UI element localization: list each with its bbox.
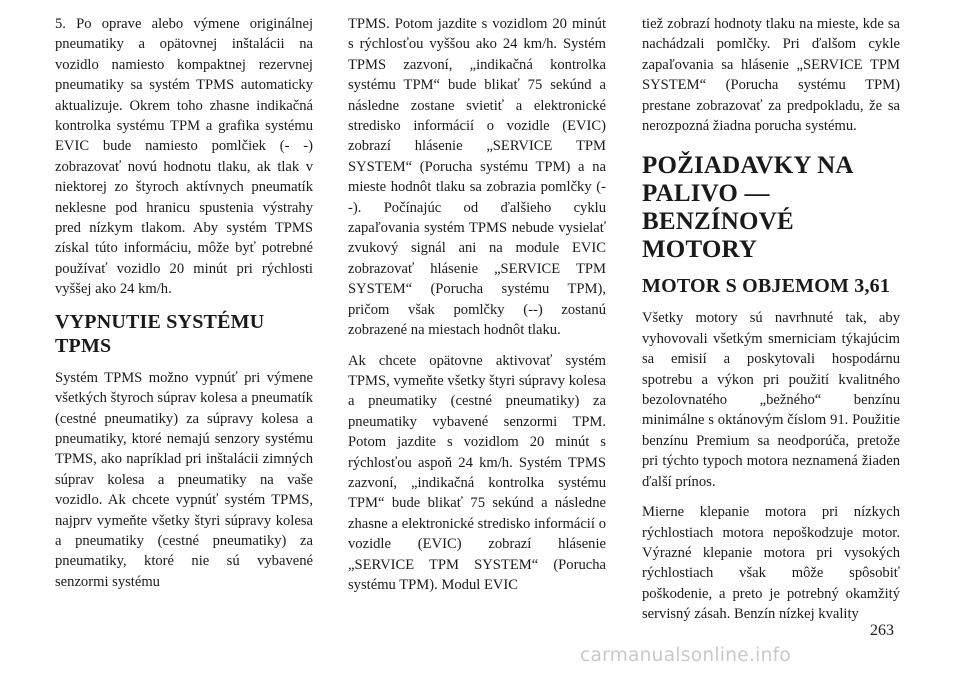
heading-engine-3-6: MOTOR S OBJEMOM 3,61 — [642, 275, 891, 298]
column-2 — [348, 14, 606, 605]
paragraph-tpms-disable: Systém TPMS možno vypnúť pri výmene všetkých štyroch súprav kolesa a pneumatík (cestné pneumatiky) za súpravy kolesa a pneumatiky, ktoré nemajú senzory systému TPMS, ako napríklad pri inštalácii zimných súprav kolesa a pneumatiky na vaše vozidlo. Ak chcete vypnúť systém TPMS, najprv vymeňte všetky štyri súpravy kolesa a pneumatiky (cestné pneumatiky) za pneumatiky, ktoré nie sú vybavené senzormi systému — [55, 369, 313, 590]
paragraph-engine-knock: Mierne klepanie motora pri nízkych rýchlostiach motora nepoškodzuje motor. Výrazné klepanie motora pri vysokých rýchlostiach však môže spôsobiť poškodenie, a preto je potrebný okamžitý servisný zásah. Benzín nízkej kvality — [642, 504, 900, 623]
column-3 — [642, 14, 900, 635]
page-number: 263 — [870, 622, 894, 639]
column-1 — [55, 14, 313, 602]
watermark-text: carmanualsonline.info — [580, 645, 792, 666]
paragraph-tpms-drive: TPMS. Potom jazdite s vozidlom 20 minút s rýchlosťou vyššou ako 24 km/h. Systém TPMS zazvoní, „indikačná kontrolka systému TPM“ bude blikať 75 sekúnd a následne zostane svietiť a elektronické stredisko informácií o vozidle (EVIC) zobrazí hlásenie „SERVICE TPM SYSTEM“ (Porucha systému TPM) a na mieste hodnôt tlaku sa zobrazia pomlčky (--). Počínajúc od ďalšieho cyklu zapaľovania systém TPMS nebude vysielať zvukový signál ani na module EVIC zobrazovať hlásenie „SERVICE TPM SYSTEM“ (Porucha systému TPM), pričom však pomlčky (--) zostanú zobrazené na miestach hodnôt tlaku. — [348, 16, 606, 339]
paragraph-tpms-pressure-display: tiež zobrazí hodnoty tlaku na mieste, kde sa nachádzali pomlčky. Pri ďalšom cykle zapaľovania sa hlásenie „SERVICE TPM SYSTEM“ (Porucha systému TPM) prestane zobrazovať za predpokladu, že sa nerozpozná žiadna porucha systému. — [642, 16, 900, 135]
paragraph-fuel-octane: Všetky motory sú navrhnuté tak, aby vyhovovali všetkým smerniciam týkajúcim sa emisií a poskytovali hospodárnu spotrebu a výkon pri použití kvalitného bezolovnatého „bežného“ benzínu minimálne s oktánovým číslom 91. Použitie benzínu Premium sa neodporúča, pretože pri týchto typoch motora neznamená žiaden ďalší prínos. — [642, 310, 900, 490]
heading-fuel-requirements: POŽIADAVKY NA PALIVO — BENZÍNOVÉ MOTORY — [642, 152, 853, 264]
paragraph-tpms-reactivate: Ak chcete opätovne aktivovať systém TPMS, vymeňte všetky štyri súpravy kolesa a pneumatiky (cestné pneumatiky) za pneumatiky vybavené senzormi TPM. Potom jazdite s vozidlom 20 minút s rýchlosťou aspoň 24 km/h. Systém TPMS zazvoní, „indikačná kontrolka systému TPM“ bude blikať 75 sekúnd a následne zhasne a elektronické stredisko informácií o vozidle (EVIC) zobrazí hlásenie „SERVICE TPM SYSTEM“ (Porucha systému TPM). Modul EVIC — [348, 352, 606, 593]
paragraph-tpms-update: 5. Po oprave alebo výmene originálnej pneumatiky a opätovnej inštalácii na vozidlo namiesto kompaktnej rezervnej pneumatiky sa systém TPMS automaticky aktualizuje. Okrem toho zhasne indikačná kontrolka systému TPM a grafika systému EVIC bude namiesto pomlčiek (- -) zobrazovať novú hodnotu tlaku, ak tlak v niektorej zo štyroch aktívnych pneumatík neklesne pod hranicu spustenia výstrahy pred nízkym tlakom. Aby systém TPMS získal túto informáciu, môže byť potrebné používať vozidlo 20 minút pri rýchlosti vyššej ako 24 km/h. — [55, 16, 313, 298]
heading-tpms-disable: VYPNUTIE SYSTÉMU TPMS — [55, 310, 265, 357]
